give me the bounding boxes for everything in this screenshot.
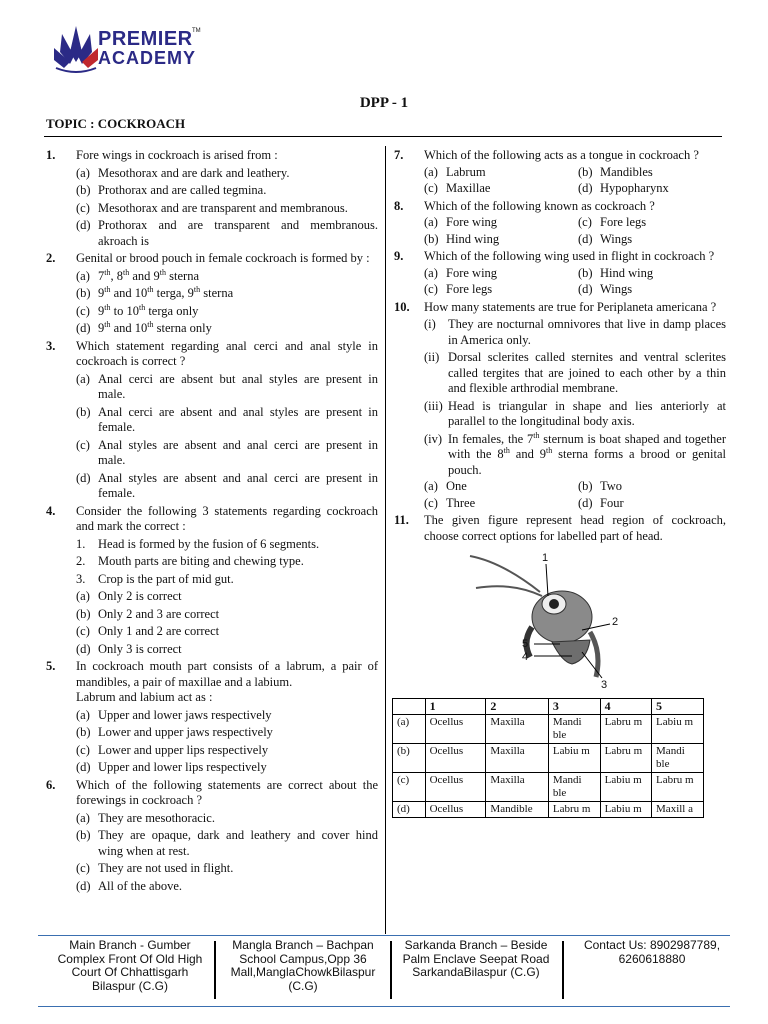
option-letter: (c) [76,200,90,215]
option [76,589,378,605]
option-text: Wings [600,282,633,296]
option-letter: 2. [76,554,86,568]
option [76,304,378,320]
table-cell: Maxilla [486,715,548,744]
option [76,725,378,741]
option-letter: 3. [76,571,86,586]
option-letter: (c) [76,437,90,452]
option-letter: (b) [578,265,593,280]
question-number: 9. [394,249,404,263]
option [578,181,726,197]
question-number: 3. [46,338,56,353]
option-letter: (d) [578,495,593,510]
table-header-cell: 2 [486,699,548,715]
cockroach-head-figure [462,552,632,692]
option-text: Upper and lower lips respectively [98,760,267,774]
table-cell: Labru m [652,773,704,802]
option [76,321,378,337]
option [76,554,378,570]
option-text: Lower and upper lips respectively [98,742,269,757]
option [76,642,378,658]
option [424,399,726,430]
question-stem: In cockroach mouth part consists of a labrum, a pair of mandibles, a pair of maxillae and a labium. Labrum and labium act as : [76,659,378,704]
option-letter: (b) [578,479,593,493]
option-text: Head is triangular in shape and lies anteriorly at parallel to the longitudinal body axis. [448,398,726,428]
footer-separator [562,941,564,999]
figure-label: 3 [601,679,608,691]
question-stem: How many statements are true for Periplaneta americana ? [424,299,717,314]
footer-separator [390,941,392,999]
option-letter: (c) [578,215,592,229]
options-grid [424,214,726,247]
option-letter: (a) [76,589,90,603]
option [76,286,378,302]
table-cell: Labiu m [652,715,704,744]
footer-main-branch: Main Branch - Gumber Complex Front Of Old High Court Of Chhattisgarh Bilaspur (C.G) [57,938,203,993]
page-title: DPP - 1 [359,95,409,111]
option [424,181,572,197]
option [424,266,572,282]
option [76,372,378,403]
option [578,232,726,248]
table-header-cell: 4 [600,699,651,715]
question-stem: The given figure represent head region of cockroach, choose correct options for labelled part of head. [424,513,726,543]
option-letter: (d) [76,878,91,893]
table-cell: Labiu m [600,773,651,802]
question-stem: Which of the following wing used in flight in cockroach ? [424,249,715,263]
footer-mangla-branch: Mangla Branch – Bachpan School Campus,Opp 36 Mall,ManglaChowkBilaspur (C.G) [230,938,376,993]
option-letter: (d) [76,760,91,774]
option [76,708,378,724]
option-letter: (a) [424,164,438,179]
header-divider [44,136,722,137]
question [44,339,378,502]
option [76,760,378,776]
option [578,282,726,298]
footer-separator [214,941,216,999]
table-header-cell: 1 [425,699,486,715]
left-column [44,148,378,896]
option-text: Three [446,495,476,510]
table-cell: (c) [393,773,426,802]
table-cell: Maxilla [486,773,548,802]
question-number: 1. [46,148,56,162]
figure-label: 2 [612,616,619,628]
table-cell: Maxilla [486,744,548,773]
option-letter: (a) [76,371,90,386]
option [578,215,726,231]
option [76,218,378,249]
option [578,479,726,495]
question-number: 5. [46,659,56,673]
answer-options-table [392,698,704,818]
option-text: Hind wing [446,231,500,246]
option [424,215,572,231]
option-text: Dorsal sclerites called sternites and ventral sclerites called tergites that are joined to each other by a thin and flexible arthrodial membrane. [448,350,726,395]
option-text: Mouth parts are biting and chewing type. [98,554,304,568]
option-letter: (a) [76,165,90,180]
table-header-cell: 5 [652,699,704,715]
question-number: 4. [46,503,56,518]
question [44,148,378,249]
option-text: Only 3 is correct [98,641,182,656]
option-text: Anal styles are absent and anal cerci are present in male. [98,437,378,467]
table-cell: (a) [393,715,426,744]
question-number: 10. [394,299,410,314]
question-number: 11. [394,513,409,527]
cockroach-head-illustration [462,552,632,692]
option-letter: (b) [76,404,91,419]
option-letter: (ii) [424,350,440,364]
table-cell: Ocellus [425,715,486,744]
figure-label: 1 [542,552,549,564]
options-grid [424,478,726,511]
option [76,828,378,859]
table-row [393,715,704,744]
table-row [393,773,704,802]
option-text: 9th and 10th terga, 9th sterna [98,284,234,300]
option-text: Lower and upper jaws respectively [98,725,273,739]
option-text: Anal cerci are absent but anal styles are present in male. [98,371,378,401]
question-stem: Consider the following 3 statements regarding cockroach and mark the correct : [76,503,378,533]
option [424,350,726,397]
question [44,504,378,658]
trademark: TM [192,28,201,34]
option-letter: (c) [424,282,438,296]
option [76,572,378,588]
brand-name-line1: PREMIER [98,28,193,50]
question [392,513,726,544]
option-text: Fore legs [446,282,493,296]
option-text: Mesothorax and are transparent and membranous. [98,200,348,215]
option-text: Hypopharynx [600,181,669,195]
question [392,148,726,197]
brand-logo [52,22,202,74]
lotus-logo-icon [52,22,100,74]
option-text: Only 1 and 2 are correct [98,624,220,638]
table-cell: Labru m [600,715,651,744]
option-letter: (i) [424,317,436,331]
option [424,496,572,512]
option-text: One [446,479,467,493]
option-text: Upper and lower jaws respectively [98,707,272,722]
option-text: Anal cerci are absent and anal styles are present in female. [98,404,378,434]
option [424,232,572,248]
option [76,624,378,640]
option-letter: (b) [76,828,91,842]
option-text: Wings [600,231,633,246]
option [76,471,378,502]
question-stem: Fore wings in cockroach is arised from : [76,148,278,162]
table-cell: Ocellus [425,802,486,818]
option-letter: (a) [76,810,90,825]
option-text: They are not used in flight. [98,861,234,875]
option-text: They are nocturnal omnivores that live in damp places in America only. [448,317,726,347]
question-number: 6. [46,777,56,792]
footer-bottom-rule [38,1006,730,1007]
option-letter: (c) [424,181,438,195]
option-text: Only 2 is correct [98,589,182,603]
question-number: 8. [394,198,404,213]
option-text: They are opaque, dark and leathery and cover hind wing when at rest. [98,828,378,858]
topic-heading: TOPIC : COCKROACH [46,116,186,131]
option-letter: (a) [76,707,90,722]
option-letter: (d) [578,181,593,195]
table-cell: Ocellus [425,773,486,802]
option-letter: (iv) [424,431,443,446]
option [578,496,726,512]
table-row [393,744,704,773]
option-letter: (a) [424,479,438,493]
option-text: Four [600,495,624,510]
question-stem: Which of the following acts as a tongue in cockroach ? [424,148,699,162]
option-letter: (d) [76,218,91,232]
table-cell: Mandi ble [652,744,704,773]
table-cell: Labru m [600,744,651,773]
option-letter: 1. [76,536,86,551]
option [76,405,378,436]
question [44,778,378,895]
figure-label: 4 [522,651,529,663]
figure-label: 5 [522,638,529,650]
option [76,607,378,623]
option [424,317,726,348]
option-letter: (a) [424,215,438,229]
table-cell: Mandi ble [548,715,600,744]
table-header-row [393,699,704,715]
option-letter: (d) [76,321,91,335]
option-text: 9th to 10th terga only [98,302,199,318]
table-cell: Labru m [548,802,600,818]
option-text: Fore wing [446,215,498,229]
option-text: Labrum [446,164,486,179]
question [44,251,378,337]
options-grid [424,164,726,197]
question [392,249,726,298]
option [76,743,378,759]
option [578,165,726,181]
option-letter: (c) [76,742,90,757]
option-text: 7th, 8th and 9th sterna [98,267,199,283]
question-number: 2. [46,251,56,265]
footer-sarkanda-branch: Sarkanda Branch – Beside Palm Enclave Seepat Road SarkandaBilaspur (C.G) [402,938,550,979]
question [44,659,378,776]
option [424,432,726,479]
option-text: Maxillae [446,181,491,195]
option-letter: (c) [76,861,90,875]
option-letter: (c) [76,303,90,318]
table-row [393,802,704,818]
column-divider [385,146,386,934]
right-column [392,148,726,818]
option [424,282,572,298]
option-letter: (b) [424,231,439,246]
question-stem: Which of the following known as cockroach ? [424,198,655,213]
table-cell: Mandible [486,802,548,818]
option [76,861,378,877]
option-letter: (d) [76,470,91,485]
option [76,183,378,199]
option-text: Prothorax and are called tegmina. [98,183,267,197]
table-header-cell [393,699,426,715]
option [76,438,378,469]
question [392,199,726,248]
option [76,537,378,553]
option [76,811,378,827]
table-cell: Mandi ble [548,773,600,802]
option [578,266,726,282]
option [76,166,378,182]
option-text: Two [600,479,623,493]
footer-contact: Contact Us: 8902987789, 6260618880 [583,938,721,966]
option-text: All of the above. [98,878,183,893]
option-text: Prothorax and are transparent and membranous. akroach is [98,218,378,248]
option [76,879,378,895]
option-letter: (c) [76,624,90,638]
option [76,269,378,285]
option-letter: (b) [578,164,593,179]
option-text: Mesothorax and are dark and leathery. [98,165,290,180]
option-text: Fore legs [600,215,647,229]
option-letter: (a) [76,268,90,283]
question-stem: Genital or brood pouch in female cockroach is formed by : [76,251,370,265]
table-cell: (d) [393,802,426,818]
option-text: In females, the 7th sternum is boat shaped and together with the 8th and 9th sterna forms a brood or genital pouch. [448,430,726,477]
table-cell: Maxill a [652,802,704,818]
footer-top-rule [38,935,730,936]
option-text: They are mesothoracic. [98,810,215,825]
option-letter: (iii) [424,398,443,413]
table-cell: Labiu m [548,744,600,773]
option-text: 9th and 10th sterna only [98,319,212,335]
option-text: Hind wing [600,265,654,280]
option-letter: (a) [424,265,438,280]
option-text: Only 2 and 3 are correct [98,606,220,621]
table-cell: (b) [393,744,426,773]
option-letter: (b) [76,183,91,197]
option-text: Crop is the part of mid gut. [98,571,234,586]
brand-name-line2: ACADEMY [98,48,197,68]
option [424,165,572,181]
question-number: 7. [394,148,404,162]
option-letter: (d) [578,282,593,296]
option-letter: (c) [424,495,438,510]
option-letter: (d) [76,641,91,656]
option [424,479,572,495]
option-text: Anal styles are absent and anal cerci are present in female. [98,470,378,500]
question [392,300,726,512]
table-cell: Labiu m [600,802,651,818]
option-text: Mandibles [600,164,653,179]
question-stem: Which of the following statements are correct about the forewings in cockroach ? [76,777,378,807]
table-cell: Ocellus [425,744,486,773]
table-header-cell: 3 [548,699,600,715]
question-stem: Which statement regarding anal cerci and anal style in cockroach is correct ? [76,338,378,368]
option-letter: (b) [76,725,91,739]
option-letter: (b) [76,606,91,621]
option-letter: (b) [76,286,91,300]
option-text: Fore wing [446,265,498,280]
option [76,201,378,217]
option-text: Head is formed by the fusion of 6 segments. [98,536,320,551]
options-grid [424,265,726,298]
option-letter: (d) [578,231,593,246]
